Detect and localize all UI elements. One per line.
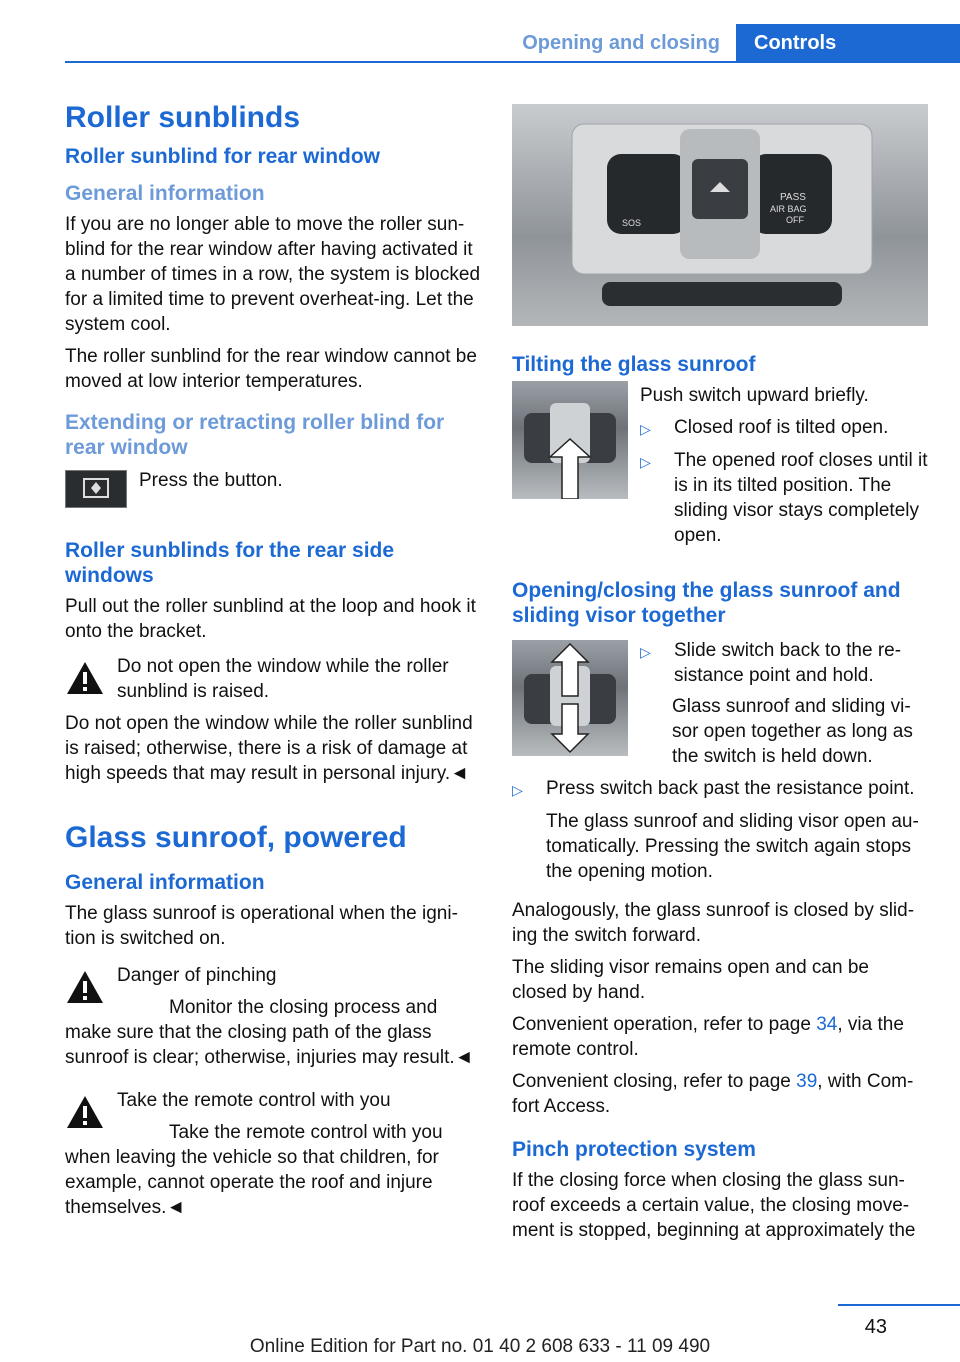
general-info-text: If you are no longer able to move the roller sun-blind for the rear window after having activated it a number of times in a row, the system is blocked for a limited time to prevent overheat-ing. Let the system cool. [65,214,481,335]
switch-tilt-image [512,381,628,499]
right-column [512,104,928,1250]
airbag-label: AIR BAG [770,204,807,214]
section-title-glass-sunroof: Glass sunroof, powered [65,821,407,854]
pass-label: PASS [780,192,806,203]
rear-side-text: Pull out the roller sunblind at the loop and hook it onto the bracket. [65,596,476,642]
link-page-39[interactable]: 39 [796,1071,818,1092]
heading-rear-window: Roller sunblind for rear window [65,145,381,168]
left-column [65,100,481,1227]
convenient-operation-text: Convenient operation, refer to page 34, via the remote control. [512,1014,904,1060]
bullet-icon: ▷ [512,782,523,798]
header-tab-controls: Controls [736,24,960,62]
warning-icon [65,969,105,1005]
warning-pinching-text: Monitor the closing process and make sure that the closing path of the glass sunroof is clear; otherwise, injuries may result.◄ [65,997,474,1068]
sos-label: SOS [622,218,642,228]
footer-edition: Online Edition for Part no. 01 40 2 608 633 - 11 09 490 [249,1336,711,1357]
overhead-console-photo [512,104,928,326]
warning-window [65,654,481,786]
sunroof-general-text: The glass sunroof is operational when the igni-tion is switched on. [65,903,458,949]
warning-pinching-title: Danger of pinching [117,965,277,986]
bullet-icon: ▷ [640,644,651,660]
page-number: 43 [864,1316,887,1338]
open-bullet-2: ▷ Press switch back past the resistance point. [512,776,928,803]
heading-rear-side: Roller sunblinds for the rear side windows [65,539,395,587]
tilt-bullet-1: ▷ Closed roof is tilted open. [640,415,928,442]
warning-window-text: Do not open the window while the roller sunblind is raised; otherwise, there is a risk of damage at high speeds that may result in personal injury.◄ [65,713,473,784]
off-label: OFF [786,215,804,225]
open-bullet-2-cont: The glass sunroof and sliding visor open au-tomatically. Pressing the switch again stops the opening motion. [546,811,919,882]
section-title-roller-sunblinds: Roller sunblinds [65,101,301,134]
open-bullet-1-cont: Glass sunroof and sliding vi-sor open together as long as the switch is held down. [672,696,913,767]
heading-extend-retract: Extending or retracting roller blind for rear window [65,411,445,459]
visor-text: The sliding visor remains open and can be closed by hand. [512,957,869,1003]
warning-window-title: Do not open the window while the roller sunblind is raised. [117,656,449,702]
press-button-text: Press the button. [139,470,283,491]
warning-icon [65,660,105,696]
warning-icon [65,1094,105,1130]
pinch-text: If the closing force when closing the glass sun-roof exceeds a certain value, the closing move-ment is stopped, beginning at approximately the [512,1170,916,1241]
heading-general-info: General information [65,182,265,205]
tilt-block [512,383,928,554]
footer-rule [838,1304,960,1306]
heading-open-close-together: Opening/closing the glass sunroof and sliding visor together [512,579,901,627]
bullet-icon: ▷ [640,454,651,470]
switch-open-image [512,640,628,756]
bullet-icon: ▷ [640,421,651,437]
low-temp-text: The roller sunblind for the rear window cannot be moved at low interior temperatures. [65,346,477,392]
heading-pinch-protection: Pinch protection system [512,1138,756,1161]
warning-remote [65,1088,481,1220]
convenient-closing-text: Convenient closing, refer to page 39, with Com-fort Access. [512,1071,914,1117]
warning-pinching [65,963,481,1070]
open-block [512,638,928,776]
close-text: Analogously, the glass sunroof is closed by slid-ing the switch forward. [512,900,915,946]
heading-sunroof-general: General information [65,871,265,894]
warning-remote-text: Take the remote control with you when leaving the vehicle so that children, for example, cannot operate the roof and injure themselves.◄ [65,1122,443,1218]
tilt-bullet-2: ▷ The opened roof closes until it is in its tilted position. The sliding visor stays completely open. [640,450,928,546]
open-bullet-1: ▷ Slide switch back to the re-sistance point and hold. [640,640,902,686]
press-button-row [65,466,481,512]
heading-tilting: Tilting the glass sunroof [512,353,756,376]
link-page-34[interactable]: 34 [816,1014,838,1035]
tilt-intro: Push switch upward briefly. [640,385,869,406]
rear-blind-button-icon [65,470,127,508]
header-section: Opening and closing [522,32,720,54]
warning-remote-title: Take the remote control with you [117,1090,391,1111]
